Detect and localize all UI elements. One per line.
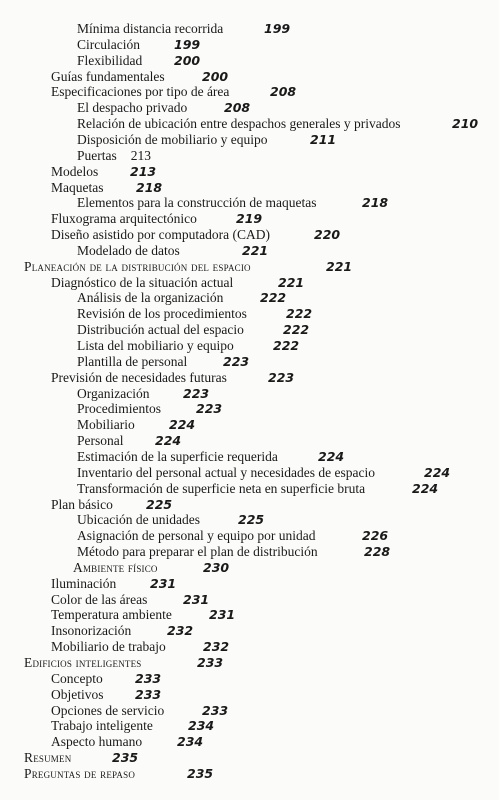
toc-entry-title: Insonorización — [51, 623, 132, 639]
toc-entry — [51, 671, 161, 687]
toc-entry — [77, 401, 222, 417]
toc-entry — [51, 227, 340, 243]
toc-entry-title: Preguntas de repaso — [24, 765, 136, 781]
toc-entry-title: Organización — [77, 385, 150, 401]
toc-entry — [77, 132, 336, 148]
toc-entry-title: Distribución actual del espacio — [77, 322, 244, 338]
toc-entry-page: 223 — [223, 353, 250, 369]
toc-entry-page: 234 — [188, 718, 215, 734]
toc-entry — [77, 433, 181, 449]
toc-entry — [77, 354, 249, 370]
toc-entry-title: Trabajo inteligente — [51, 718, 153, 734]
toc-entry — [77, 449, 344, 465]
toc-entry-page: 231 — [183, 591, 210, 607]
toc-entry-title: Modelos — [51, 163, 99, 179]
toc-entry-page: 224 — [424, 464, 451, 480]
toc-entry-title: Aspecto humano — [51, 734, 143, 750]
toc-entry — [77, 53, 200, 69]
toc-entry — [51, 639, 229, 655]
toc-entry-title: Resumen — [24, 750, 72, 766]
toc-entry-page: 222 — [273, 338, 300, 353]
toc-entry-title: Elementos para la construcción de maquetas — [77, 195, 317, 211]
toc-entry-title: Maquetas — [51, 179, 104, 195]
toc-entry-title: Método para preparar el plan de distribución — [77, 544, 318, 560]
toc-entry-title: Revisión de los procedimientos — [77, 306, 247, 322]
toc-entry-page: 208 — [224, 100, 251, 116]
toc-entry-page: 224 — [318, 448, 345, 464]
toc-entry — [51, 497, 172, 513]
toc-entry-page: 225 — [146, 496, 173, 512]
toc-entry-page: 222 — [260, 290, 287, 306]
toc-entry-page: 199 — [264, 21, 291, 36]
toc-entry-title: Inventario del personal actual y necesidades de espacio — [77, 464, 375, 480]
toc-entry — [51, 370, 294, 386]
toc-entry — [77, 417, 195, 433]
toc-entry-page: 231 — [150, 575, 177, 591]
toc-entry-title: Color de las áreas — [51, 591, 148, 607]
toc-entry-page: 224 — [412, 480, 439, 496]
toc-entry — [77, 465, 450, 481]
toc-entry-page: 213 — [130, 163, 157, 179]
toc-entry-title: Ambiente físico — [73, 559, 158, 575]
toc-entry-page: 211 — [310, 131, 337, 147]
toc-entry-page: 228 — [364, 544, 391, 560]
toc-entry-page: 218 — [362, 195, 389, 211]
toc-entry — [77, 21, 290, 37]
toc-entry — [77, 290, 286, 306]
toc-entry-page: 223 — [183, 385, 210, 401]
toc-entry-page: 230 — [203, 559, 230, 575]
toc-entry — [77, 100, 250, 116]
toc-entry-title: Diseño asistido por computadora (CAD) — [51, 227, 270, 243]
toc-entry — [77, 512, 264, 528]
toc-entry-title: Plan básico — [51, 496, 113, 512]
toc-entry-title: Relación de ubicación entre despachos generales y privados — [77, 116, 401, 132]
toc-entry — [51, 84, 296, 100]
toc-entry-title: Personal — [77, 433, 124, 449]
toc-entry-page: 233 — [197, 655, 224, 670]
toc-entry-page: 232 — [167, 623, 194, 639]
toc-entry — [77, 338, 299, 354]
toc-entry-page: 220 — [314, 227, 341, 243]
toc-entry-title: Modelado de datos — [77, 242, 180, 258]
toc-entry — [73, 560, 229, 576]
toc-entry-page: 234 — [177, 734, 204, 750]
toc-entry-title: Mobiliario de trabajo — [51, 639, 166, 655]
toc-entry-title: Mínima distancia recorrida — [77, 21, 224, 36]
toc-entry — [51, 180, 162, 196]
toc-entry — [51, 576, 176, 592]
toc-entry — [77, 528, 388, 544]
toc-entry-page: 233 — [202, 702, 229, 718]
toc-entry-page: 223 — [268, 369, 295, 385]
toc-entry-page: 222 — [283, 322, 310, 338]
toc-entry-page: 235 — [187, 765, 214, 781]
toc-entry-page: 235 — [112, 750, 139, 766]
toc-entry — [77, 116, 478, 132]
toc-entry — [51, 703, 228, 719]
toc-entry-title: Diagnóstico de la situación actual — [51, 274, 234, 290]
toc-entry — [51, 734, 203, 750]
toc-entry-title: Fluxograma arquitectónico — [51, 211, 197, 227]
toc-entry-title: Asignación de personal y equipo por unidad — [77, 528, 316, 544]
toc-entry — [51, 687, 161, 703]
toc-entry-page: 223 — [196, 401, 223, 417]
toc-entry-page: 224 — [169, 417, 196, 433]
toc-entry — [51, 623, 193, 639]
toc-entry-page: 225 — [238, 512, 265, 528]
toc-entry-page: 200 — [202, 68, 229, 84]
toc-entry — [77, 37, 200, 53]
toc-entry — [51, 592, 209, 608]
toc-entry-title: Objetivos — [51, 686, 104, 702]
toc-entry-title: Ubicación de unidades — [77, 512, 200, 528]
toc-entry — [51, 718, 214, 734]
toc-entry — [24, 750, 138, 766]
toc-entry — [51, 607, 235, 623]
toc-entry-page: 224 — [155, 433, 182, 449]
toc-entry-page: 208 — [270, 84, 297, 100]
toc-entry — [51, 275, 304, 291]
toc-entry-title: Flexibilidad — [77, 52, 143, 68]
toc-entry-title: Transformación de superficie neta en superficie bruta — [77, 480, 366, 496]
toc-entry-title: Disposición de mobiliario y equipo — [77, 131, 268, 147]
toc-entry-title: Análisis de la organización — [77, 290, 224, 306]
toc-entry-page: 222 — [286, 306, 313, 322]
toc-entry-page: 199 — [174, 36, 201, 52]
toc-entry-page: 233 — [135, 670, 162, 686]
toc-entry-title: Concepto — [51, 670, 103, 686]
toc-entry-page: 233 — [135, 686, 162, 702]
toc-entry-title: Guías fundamentales — [51, 68, 165, 84]
toc-entry — [77, 386, 209, 402]
toc-entry — [77, 243, 268, 259]
toc-entry-page: 226 — [362, 528, 389, 544]
toc-entry-title: Plantilla de personal — [77, 353, 188, 369]
toc-entry — [77, 322, 309, 338]
toc-entry-title: Previsión de necesidades futuras — [51, 369, 227, 385]
toc-entry-title: Estimación de la superficie requerida — [77, 448, 278, 464]
toc-entry-page: 200 — [174, 52, 201, 68]
toc-entry-page: 221 — [326, 258, 353, 274]
toc-entry-page: 231 — [209, 607, 236, 623]
toc-entry-title: Mobiliario — [77, 417, 135, 433]
toc-entry-title: Procedimientos — [77, 401, 161, 417]
toc-entry-title: Lista del mobiliario y equipo — [77, 338, 234, 353]
toc-entry — [77, 148, 151, 164]
toc-entry — [77, 544, 390, 560]
toc-entry-title: Circulación — [77, 36, 140, 52]
toc-entry — [51, 211, 262, 227]
toc-entry-page: 221 — [242, 242, 269, 258]
toc-entry-title: El despacho privado — [77, 100, 188, 116]
toc-entry-title: Planeación de la distribución del espacio — [24, 258, 251, 274]
toc-entry — [77, 306, 312, 322]
toc-entry — [77, 481, 438, 497]
toc-entry — [24, 655, 223, 671]
toc-entry-page: 218 — [136, 179, 163, 195]
toc-entry-title: Opciones de servicio — [51, 702, 165, 718]
toc-entry — [51, 164, 156, 180]
toc-entry-page: 213 — [130, 147, 151, 163]
toc-entry-page: 219 — [236, 211, 263, 227]
toc-entry-page: 221 — [278, 274, 305, 290]
toc-entry-page: 210 — [452, 116, 479, 132]
toc-entry-title: Edificios inteligentes — [24, 655, 142, 670]
toc-entry-title: Temperatura ambiente — [51, 607, 172, 623]
toc-entry-page: 232 — [203, 639, 230, 655]
toc-entry-title: Puertas — [77, 147, 117, 163]
toc-entry — [24, 259, 352, 275]
toc-entry — [24, 766, 213, 782]
toc-entry — [51, 69, 228, 85]
toc-entry-title: Iluminación — [51, 575, 117, 591]
toc-entry-title: Especificaciones por tipo de área — [51, 84, 230, 100]
toc-entry — [77, 195, 388, 211]
